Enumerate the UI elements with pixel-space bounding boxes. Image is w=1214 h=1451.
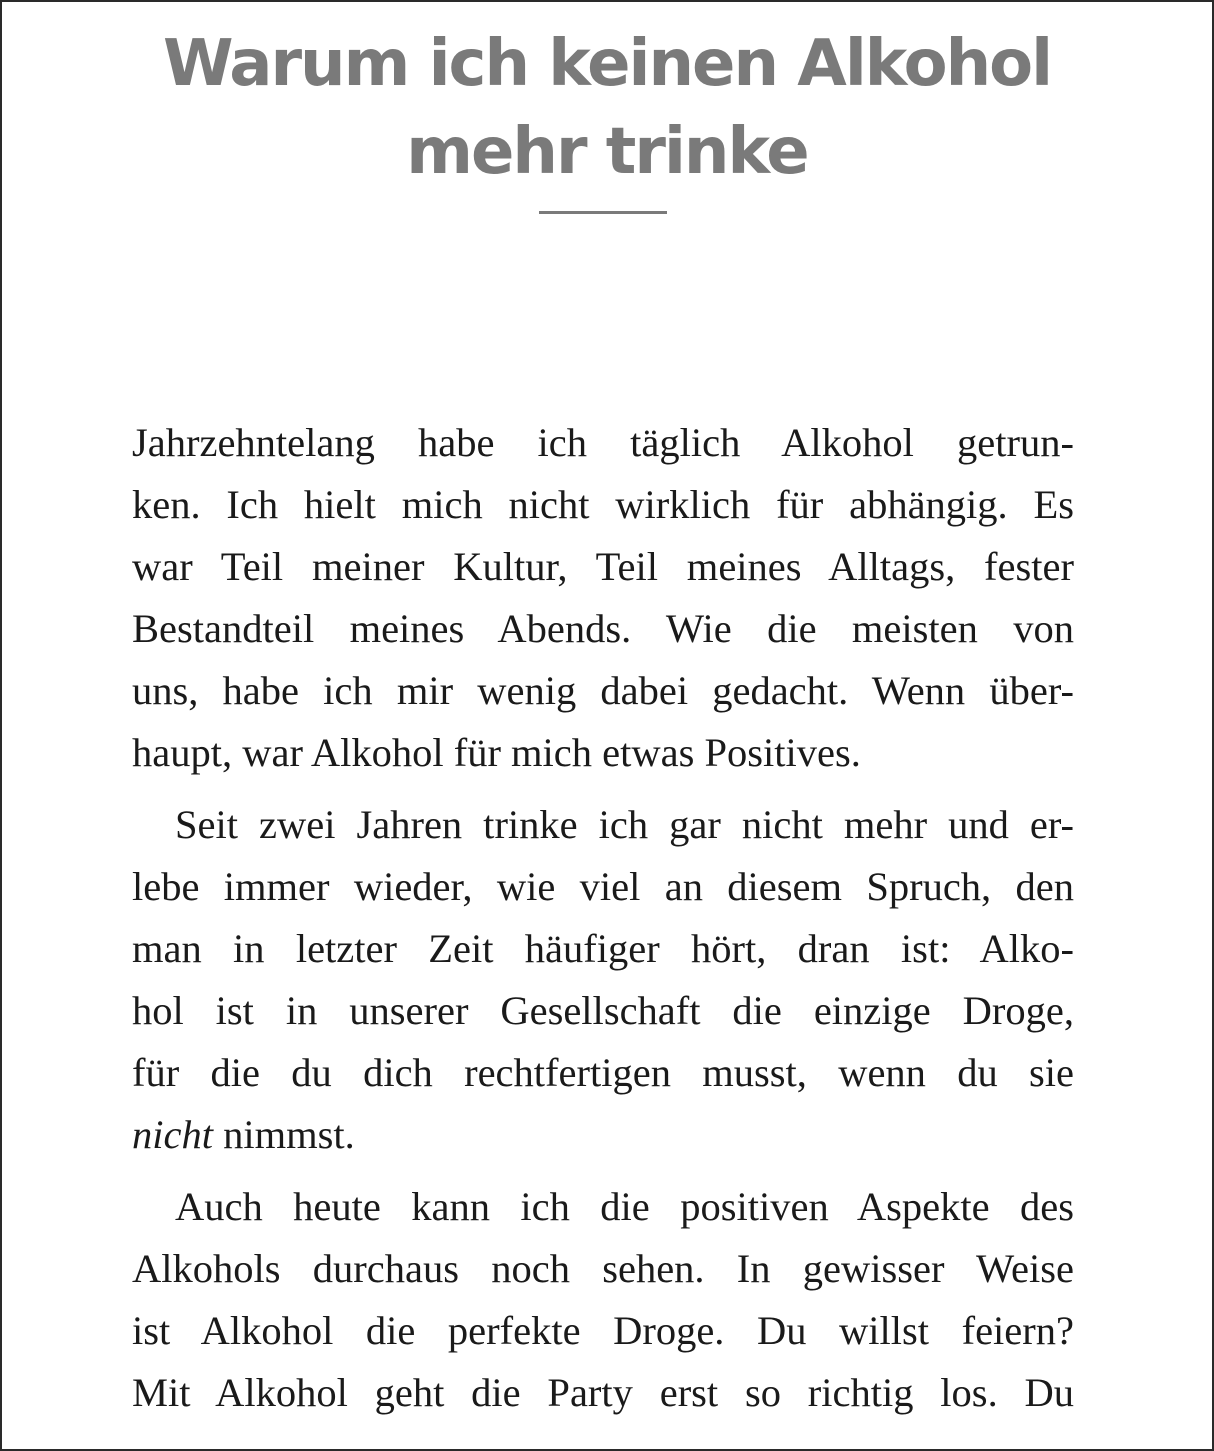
paragraph-2: [132, 794, 1074, 1166]
text-line: man in letzter Zeit häufiger hört, dran ist: Alko-: [132, 926, 1074, 971]
chapter-title-line-1: Warum ich keinen Alkohol: [162, 27, 1052, 101]
text-line: hol ist in unserer Gesellschaft die einzige Droge,: [132, 988, 1074, 1033]
title-divider: [539, 211, 667, 214]
text-line: für die du dich rechtfertigen musst, wenn du sie: [132, 1050, 1074, 1095]
chapter-title: [2, 20, 1212, 196]
text-line: ist Alkohol die perfekte Droge. Du willst feiern?: [132, 1308, 1074, 1353]
text-line: haupt, war Alkohol für mich etwas Positives.: [132, 730, 861, 775]
text-line: war Teil meiner Kultur, Teil meines Alltags, fester: [132, 544, 1074, 589]
text-line: lebe immer wieder, wie viel an diesem Spruch, den: [132, 864, 1074, 909]
text-line: Jahrzehntelang habe ich täglich Alkohol getrun-: [132, 420, 1074, 465]
text-fragment: nimmst.: [212, 1112, 355, 1157]
text-line: Seit zwei Jahren trinke ich gar nicht mehr und er-: [175, 802, 1074, 847]
emphasized-word: nicht: [132, 1112, 213, 1157]
chapter-title-line-2: mehr trinke: [406, 115, 808, 189]
text-line-with-emphasis: [132, 1104, 1074, 1166]
text-line: Mit Alkohol geht die Party erst so richtig los. Du: [132, 1370, 1074, 1415]
text-line: Auch heute kann ich die positiven Aspekte des: [175, 1184, 1074, 1229]
text-line: Alkohols durchaus noch sehen. In gewisser Weise: [132, 1246, 1074, 1291]
paragraph-1: [132, 412, 1074, 784]
text-line: uns, habe ich mir wenig dabei gedacht. Wenn über-: [132, 668, 1074, 713]
body-text: [132, 412, 1074, 1424]
paragraph-3: [132, 1176, 1074, 1424]
text-line: ken. Ich hielt mich nicht wirklich für abhängig. Es: [132, 482, 1074, 527]
text-line: Bestandteil meines Abends. Wie die meisten von: [132, 606, 1074, 651]
